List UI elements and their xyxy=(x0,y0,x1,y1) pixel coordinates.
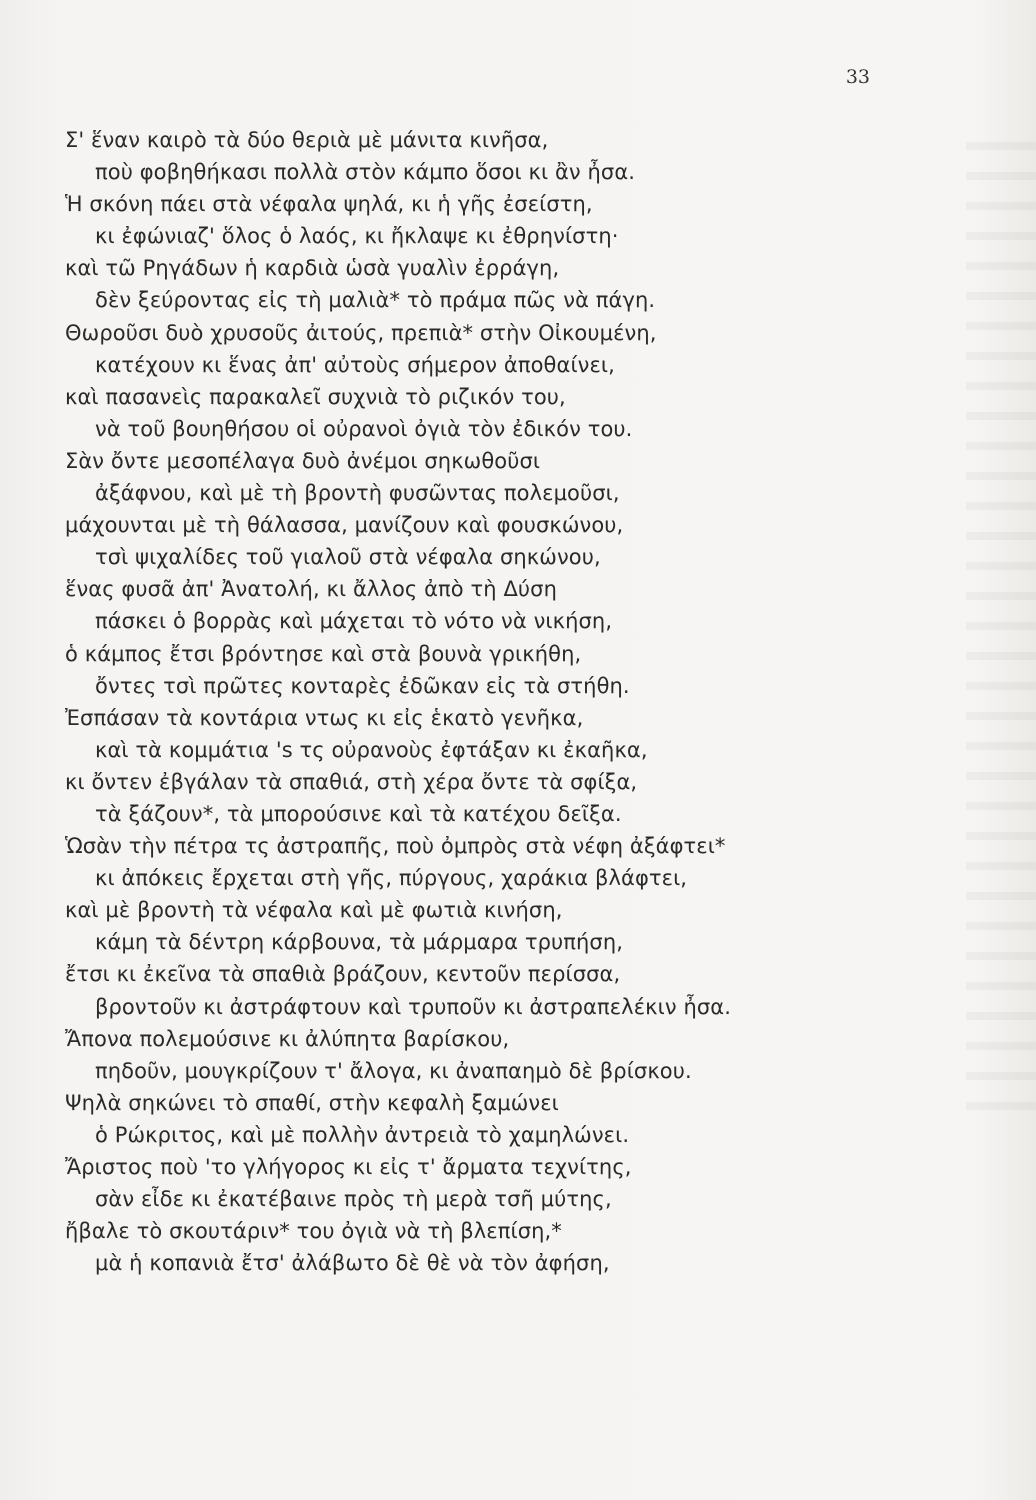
verse-line: Ἄπονα πολεμούσινε κι ἀλύπητα βαρίσκου, xyxy=(65,1026,510,1051)
verse-line: ὁ κάμπος ἔτσι βρόντησε καὶ στὰ βουνὰ γρικήθη, xyxy=(65,641,582,666)
verse-line: ἔτσι κι ἐκεῖνα τὰ σπαθιὰ βράζουν, κεντοῦν περίσσα, xyxy=(65,962,621,987)
verse-line: κατέχουν κι ἕνας ἀπ' αὐτοὺς σήμερον ἀποθαίνει, xyxy=(95,352,615,377)
page-number: 33 xyxy=(845,66,870,88)
verse-line: ἀξάφνου, καὶ μὲ τὴ βροντὴ φυσῶντας πολεμοῦσι, xyxy=(95,481,620,506)
verse-line: τσὶ ψιχαλίδες τοῦ γιαλοῦ στὰ νέφαλα σηκώνου, xyxy=(95,545,601,570)
verse-line: βροντοῦν κι ἀστράφτουν καὶ τρυποῦν κι ἀστραπελέκιν ἦσα. xyxy=(95,994,731,1019)
verse-line: καὶ τὰ κομμάτια 's τς οὐρανοὺς ἐφτάξαν κι ἐκαῆκα, xyxy=(95,737,648,762)
verse-line: νὰ τοῦ βουηθήσου οἱ οὐρανοὶ ὀγιὰ τὸν ἐδικόν του. xyxy=(95,416,633,441)
verse-line: μάχουνται μὲ τὴ θάλασσα, μανίζουν καὶ φουσκώνου, xyxy=(65,513,624,538)
verse-line: πάσκει ὁ βορρὰς καὶ μάχεται τὸ νότο νὰ νικήση, xyxy=(95,609,613,634)
verse-line: ἕνας φυσᾶ ἀπ' Ἀνατολή, κι ἄλλος ἀπὸ τὴ Δύση xyxy=(65,577,557,602)
verse-line: σὰν εἶδε κι ἐκατέβαινε πρὸς τὴ μερὰ τσῆ μύτης, xyxy=(95,1187,612,1212)
verse-line: καὶ τῶ Ρηγάδων ἡ καρδιὰ ὡσὰ γυαλὶν ἐρράγη, xyxy=(65,256,560,281)
verse-line: κάμη τὰ δέντρη κάρβουνα, τὰ μάρμαρα τρυπήση, xyxy=(95,930,624,955)
verse-line: Ὡσὰν τὴν πέτρα τς ἀστραπῆς, ποὺ ὀμπρὸς στὰ νέφη ἀξάφτει* xyxy=(65,834,726,859)
verse-line: ὄντες τσὶ πρῶτες κονταρὲς ἐδῶκαν εἰς τὰ στήθη. xyxy=(95,673,630,698)
verse-line: πηδοῦν, μουγκρίζουν τ' ἄλογα, κι ἀναπαημὸ δὲ βρίσκου. xyxy=(95,1058,692,1083)
verse-line: τὰ ξάζουν*, τὰ μπορούσινε καὶ τὰ κατέχου δεῖξα. xyxy=(95,801,622,826)
verse-line: μὰ ἡ κοπανιὰ ἔτσ' ἀλάβωτο δὲ θὲ νὰ τὸν ἀφήση, xyxy=(95,1251,610,1276)
verse-line: κι ἀπόκεις ἔρχεται στὴ γῆς, πύργους, χαράκια βλάφτει, xyxy=(95,866,688,891)
verse-line: κι ὄντεν ἐβγάλαν τὰ σπαθιά, στὴ χέρα ὄντε τὰ σφίξα, xyxy=(65,769,638,794)
verse-line: κι ἐφώνιαζ' ὅλος ὁ λαός, κι ἤκλαψε κι ἐθρηνίστη· xyxy=(95,224,619,249)
verse-line: Ἐσπάσαν τὰ κοντάρια ντως κι εἰς ἑκατὸ γενῆκα, xyxy=(65,705,584,730)
verse-line: Σ' ἕναν καιρὸ τὰ δύο θεριὰ μὲ μάνιτα κινῆσα, xyxy=(65,128,549,152)
verse-line: ποὺ φοβηθήκασι πολλὰ στὸν κάμπο ὅσοι κι ἂν ἦσα. xyxy=(95,160,636,185)
verse-line: Ψηλὰ σηκώνει τὸ σπαθί, στὴν κεφαλὴ ξαμώνει xyxy=(65,1090,559,1115)
verse-line: καὶ μὲ βροντὴ τὰ νέφαλα καὶ μὲ φωτιὰ κινήση, xyxy=(65,898,563,923)
verse-line: ὁ Ρώκριτος, καὶ μὲ πολλὴν ἀντρειὰ τὸ χαμηλώνει. xyxy=(95,1122,630,1147)
verse-line: δὲν ξεύροντας εἰς τὴ μαλιὰ* τὸ πράμα πῶς νὰ πάγη. xyxy=(95,288,656,313)
verse-line: Ἡ σκόνη πάει στὰ νέφαλα ψηλά, κι ἡ γῆς ἐσείστη, xyxy=(65,192,593,217)
verse-line: ἤβαλε τὸ σκουτάριν* του ὀγιὰ νὰ τὴ βλεπίση,* xyxy=(65,1219,562,1244)
verse-line: καὶ πασανεὶς παρακαλεῖ συχνιὰ τὸ ριζικόν του, xyxy=(65,384,566,409)
verse-line: Θωροῦσι δυὸ χρυσοῦς ἀιτούς, πρεπιὰ* στὴν Οἰκουμένη, xyxy=(65,320,657,345)
verse-line: Σὰν ὄντε μεσοπέλαγα δυὸ ἀνέμοι σηκωθοῦσι xyxy=(65,448,541,473)
verse-line: Ἄριστος ποὺ 'το γλήγορος κι εἰς τ' ἄρματα τεχνίτης, xyxy=(65,1155,632,1179)
poem-text xyxy=(0,124,1000,1279)
